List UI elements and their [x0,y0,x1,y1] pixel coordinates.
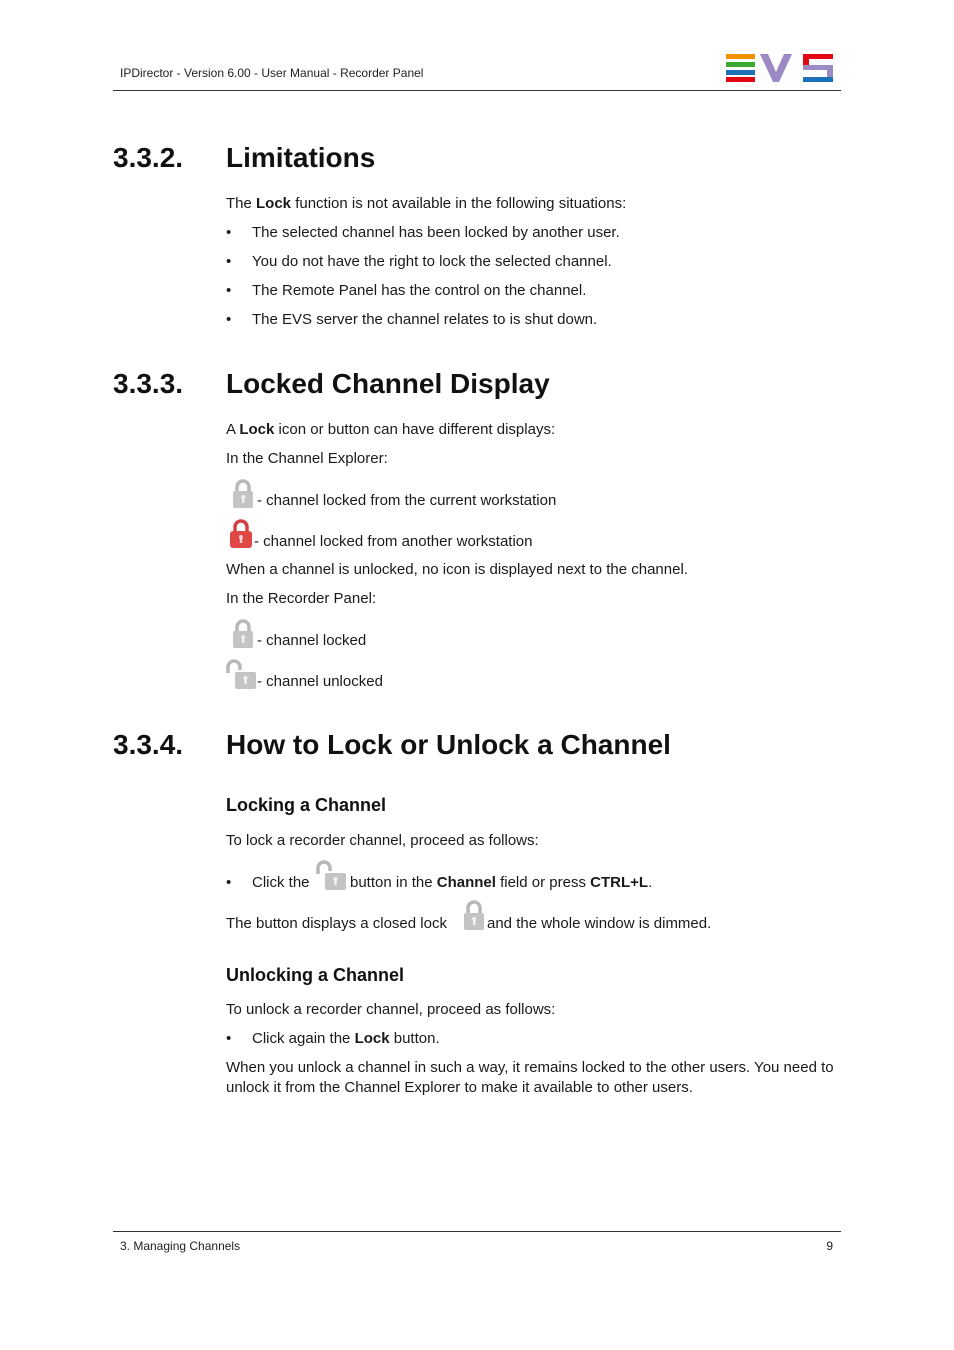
recorder-item-text: - channel locked [257,632,367,649]
running-header: IPDirector - Version 6.00 - User Manual - Recorder Panel [120,66,424,80]
step-text-continued [350,873,652,893]
footer-rule [113,1231,841,1232]
intro-bold: Lock [256,195,292,212]
subheading-locking: Locking a Channel [226,795,387,815]
section-heading-locked-channel-display [113,368,713,404]
list-item-text: You do not have the right to lock the selected channel. [252,253,612,270]
footer-chapter: 3. Managing Channels [120,1239,241,1253]
bullet-marker: • [226,311,232,328]
section-number: 3.3.2. [113,142,184,173]
section-title: How to Lock or Unlock a Channel [226,729,671,760]
locking-intro: To lock a recorder channel, proceed as follows: [226,832,539,849]
lock-closed-gray-icon [461,900,487,932]
unlocking-intro: To unlock a recorder channel, proceed as follows: [226,1001,556,1018]
list-item-text [252,873,310,893]
step-text: button in the [350,874,437,891]
lock-closed-gray-icon [230,619,256,649]
explorer-item-text: - channel locked from another workstation [254,533,533,550]
list-item [226,281,826,301]
bullet-marker: • [226,224,232,241]
step-text: . [648,874,653,891]
lock-closed-gray-icon [230,479,256,509]
bullet-marker: • [226,1030,232,1047]
section-heading-lock-unlock [113,729,813,765]
step-text: button. [389,1030,440,1047]
bullet-marker: • [226,253,232,270]
page-number: 9 [826,1239,833,1253]
section-heading-limitations [113,142,713,178]
bullet-marker: • [226,874,232,891]
list-item-text [252,1029,440,1049]
section-title: Limitations [226,142,376,173]
list-item-text: The EVS server the channel relates to is shut down. [252,311,598,328]
recorder-item-text: - channel unlocked [257,673,383,690]
recorder-panel-label: In the Recorder Panel: [226,590,377,607]
intro-text: icon or button can have different displays: [274,421,556,438]
section-number: 3.3.4. [113,729,184,760]
lock-open-button-icon [314,860,348,892]
evs-logo [726,54,834,82]
lock-closed-red-icon [228,518,254,550]
section-number: 3.3.3. [113,368,184,399]
list-item [226,223,826,243]
list-item-text: The Remote Panel has the control on the channel. [252,282,587,299]
field-name: Channel [436,874,496,891]
intro-text: function is not available in the following situations: [291,195,627,212]
intro-bold: Lock [239,421,275,438]
limitations-intro [226,194,626,214]
unlocked-note: When a channel is unlocked, no icon is displayed next to the channel. [226,561,688,578]
intro-text: A [226,421,240,438]
list-item [226,1029,826,1049]
locking-result-continued: and the whole window is dimmed. [487,915,712,932]
intro-text: The [226,195,257,212]
unlocking-note: When you unlock a channel in such a way, it remains locked to the other users. You need to unlock it from the Channel Explorer to make it available to other users. [226,1059,834,1096]
header-rule [113,90,841,91]
step-text: Click the [252,874,310,891]
step-text: field or press [495,874,591,891]
list-item [226,252,826,272]
button-name: Lock [354,1030,390,1047]
subheading-unlocking: Unlocking a Channel [226,965,405,985]
list-item-text: The selected channel has been locked by another user. [252,224,620,241]
lock-open-gray-icon [224,659,258,691]
locking-result: The button displays a closed lock [226,915,447,932]
list-item [226,310,826,330]
locked-display-intro [226,420,555,440]
step-text: Click again the [252,1030,355,1047]
section-title: Locked Channel Display [226,368,550,399]
explorer-item-text: - channel locked from the current workstation [257,492,557,509]
shortcut-key: CTRL+L [590,874,649,891]
channel-explorer-label: In the Channel Explorer: [226,450,388,467]
bullet-marker: • [226,282,232,299]
